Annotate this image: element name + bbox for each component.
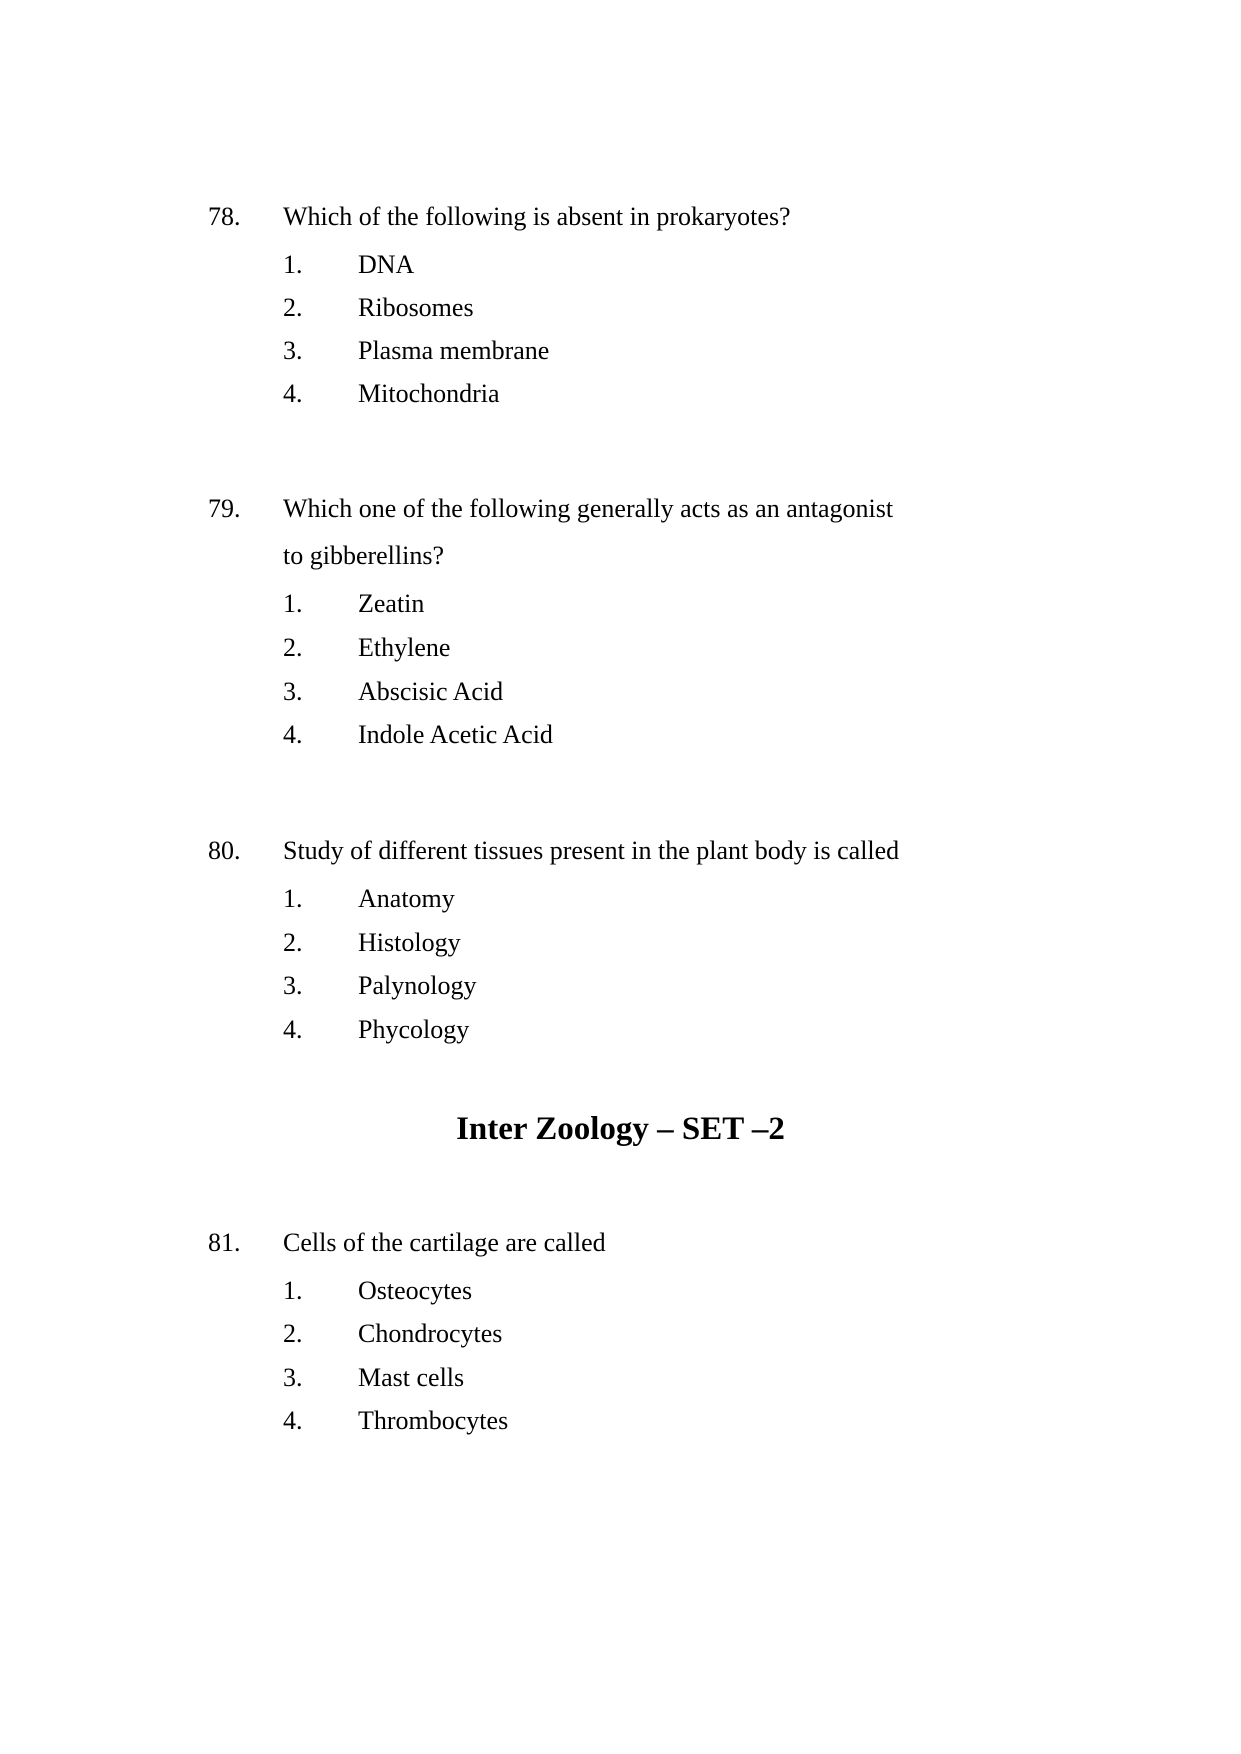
question-number: 81. — [208, 1228, 241, 1257]
section-heading: Inter Zoology – SET –2 — [456, 1111, 785, 1147]
option-number: 2. — [283, 1319, 303, 1348]
option-text: Phycology — [358, 1015, 470, 1044]
option-number: 1. — [283, 589, 303, 618]
question-number: 80. — [208, 836, 241, 865]
option-number: 3. — [283, 1363, 303, 1392]
question-text: Cells of the cartilage are called — [283, 1228, 606, 1257]
option-number: 3. — [283, 971, 303, 1000]
option-text: Thrombocytes — [358, 1406, 509, 1435]
option-number: 1. — [283, 1276, 303, 1305]
option-number: 4. — [283, 1015, 303, 1044]
option-number: 4. — [283, 1406, 303, 1435]
option-number: 4. — [283, 720, 303, 749]
question-number: 79. — [208, 494, 241, 523]
option-number: 2. — [283, 928, 303, 957]
option-text: Abscisic Acid — [358, 677, 504, 706]
option-text: Mitochondria — [358, 379, 500, 408]
option-text: Plasma membrane — [358, 336, 550, 365]
question-text: Study of different tissues present in the plant body is called — [283, 836, 900, 865]
option-text: Palynology — [358, 971, 477, 1000]
option-number: 3. — [283, 677, 303, 706]
option-number: 3. — [283, 336, 303, 365]
option-number: 1. — [283, 250, 303, 279]
question-number: 78. — [208, 202, 241, 231]
option-number: 1. — [283, 884, 303, 913]
option-text: Zeatin — [358, 589, 425, 618]
option-number: 2. — [283, 293, 303, 322]
option-text: Indole Acetic Acid — [358, 720, 553, 749]
option-text: Chondrocytes — [358, 1319, 503, 1348]
option-number: 2. — [283, 633, 303, 662]
question-text: Which of the following is absent in prokaryotes? — [283, 202, 791, 231]
option-number: 4. — [283, 379, 303, 408]
option-text: Ethylene — [358, 633, 451, 662]
option-text: Histology — [358, 928, 461, 957]
option-text: DNA — [358, 250, 415, 279]
question-text: Which one of the following generally acts as an antagonist — [283, 494, 894, 523]
option-text: Mast cells — [358, 1363, 465, 1392]
option-text: Anatomy — [358, 884, 455, 913]
option-text: Osteocytes — [358, 1276, 473, 1305]
option-text: Ribosomes — [358, 293, 474, 322]
question-text-continued: to gibberellins? — [283, 541, 445, 570]
